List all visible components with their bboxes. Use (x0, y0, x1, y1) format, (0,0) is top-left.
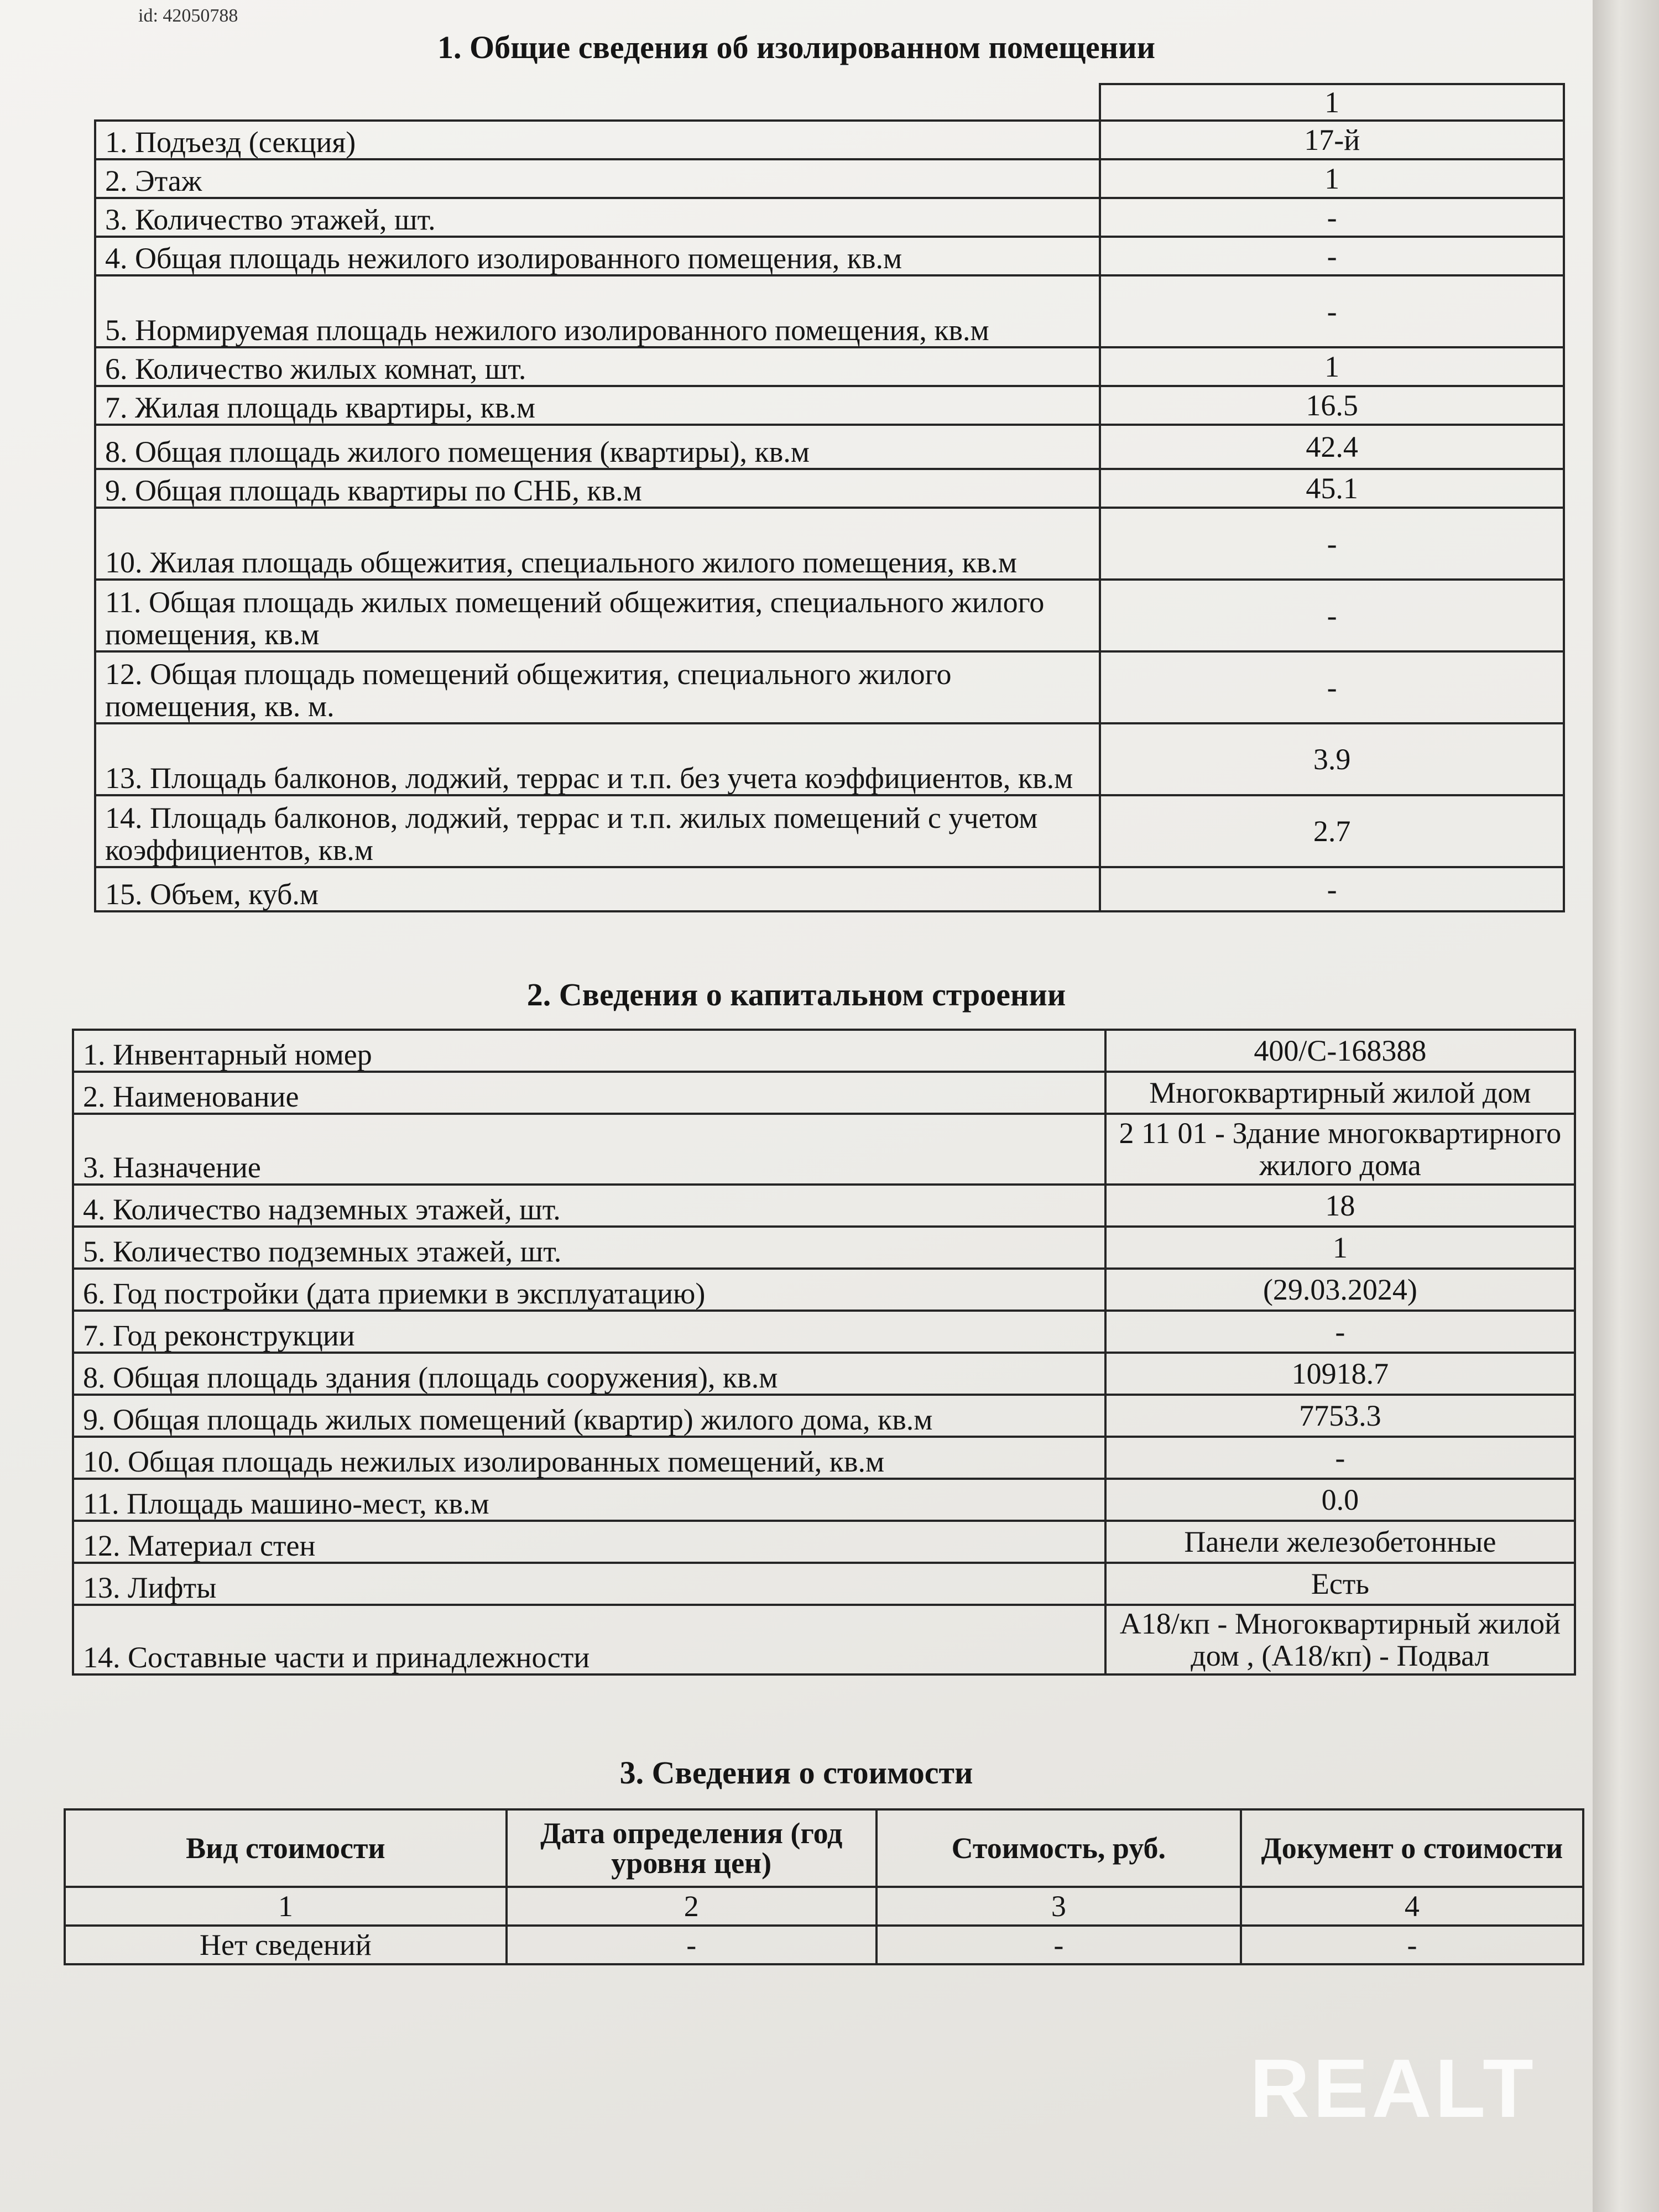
row-label: 2. Этаж (95, 159, 1100, 198)
column-number: 1 (1100, 84, 1564, 121)
column-number: 3 (877, 1887, 1241, 1926)
cost-value-header: Стоимость, руб. (877, 1809, 1241, 1887)
column-number: 1 (65, 1887, 507, 1926)
row-label: 8. Общая площадь здания (площадь сооружения), кв.м (73, 1353, 1105, 1395)
table-row (73, 1072, 1575, 1114)
table-row (95, 469, 1564, 508)
cost-number-row (65, 1887, 1583, 1926)
table-row (95, 795, 1564, 867)
row-value: - (1105, 1311, 1575, 1353)
table-row (73, 1563, 1575, 1605)
row-value: - (1100, 867, 1564, 911)
row-label: 10. Общая площадь нежилых изолированных помещений, кв.м (73, 1437, 1105, 1479)
row-value: 2.7 (1100, 795, 1564, 867)
row-label: 15. Объем, куб.м (95, 867, 1100, 911)
capital-building-table (72, 1029, 1576, 1676)
table-row (95, 121, 1564, 159)
valuation-date-cell: - (507, 1926, 877, 1964)
row-value: А18/кп - Многоквартирный жилой дом , (А18/кп) - Подвал (1105, 1605, 1575, 1674)
cost-type-cell: Нет сведений (65, 1926, 507, 1964)
row-value: 400/С-168388 (1105, 1030, 1575, 1072)
row-value: 1 (1100, 159, 1564, 198)
row-label: 7. Жилая площадь квартиры, кв.м (95, 386, 1100, 425)
row-label: 7. Год реконструкции (73, 1311, 1105, 1353)
table-row (73, 1227, 1575, 1269)
row-label: 11. Общая площадь жилых помещений общежития, специального жилого помещения, кв.м (95, 580, 1100, 651)
row-label: 6. Количество жилых комнат, шт. (95, 347, 1100, 386)
row-label: 5. Количество подземных этажей, шт. (73, 1227, 1105, 1269)
row-label: 11. Площадь машино-мест, кв.м (73, 1479, 1105, 1521)
cost-data-row (65, 1926, 1583, 1964)
cost-value-cell: - (877, 1926, 1241, 1964)
row-value: - (1100, 580, 1564, 651)
valuation-date-header: Дата определения (год уровня цен) (507, 1809, 877, 1887)
table-row (95, 198, 1564, 237)
table-row (73, 1311, 1575, 1353)
row-value: 1 (1105, 1227, 1575, 1269)
row-value: - (1100, 275, 1564, 347)
row-label: 12. Материал стен (73, 1521, 1105, 1563)
table-row (95, 347, 1564, 386)
row-value: 16.5 (1100, 386, 1564, 425)
row-value: 17-й (1100, 121, 1564, 159)
row-label: 6. Год постройки (дата приемки в эксплуатацию) (73, 1269, 1105, 1311)
row-value: Панели железобетонные (1105, 1521, 1575, 1563)
table-row (73, 1605, 1575, 1674)
row-value: 2 11 01 - Здание многоквартирного жилого дома (1105, 1114, 1575, 1185)
row-value: - (1100, 198, 1564, 237)
row-label: 13. Площадь балконов, лоджий, террас и т.п. без учета коэффициентов, кв.м (95, 723, 1100, 795)
document-id: id: 42050788 (138, 6, 238, 26)
empty-header-cell (95, 84, 1100, 121)
row-value: 42.4 (1100, 425, 1564, 469)
table-row (73, 1030, 1575, 1072)
table-row (95, 723, 1564, 795)
row-value: Есть (1105, 1563, 1575, 1605)
row-value: (29.03.2024) (1105, 1269, 1575, 1311)
table-row (95, 580, 1564, 651)
table-row (73, 1395, 1575, 1437)
table-row (95, 386, 1564, 425)
row-label: 4. Общая площадь нежилого изолированного помещения, кв.м (95, 237, 1100, 275)
row-label: 13. Лифты (73, 1563, 1105, 1605)
table-row (73, 1437, 1575, 1479)
row-label: 14. Площадь балконов, лоджий, террас и т.п. жилых помещений с учетом коэффициентов, кв.м (95, 795, 1100, 867)
table-row (73, 1269, 1575, 1311)
row-label: 9. Общая площадь жилых помещений (квартир) жилого дома, кв.м (73, 1395, 1105, 1437)
row-label: 8. Общая площадь жилого помещения (квартиры), кв.м (95, 425, 1100, 469)
cost-type-header: Вид стоимости (65, 1809, 507, 1887)
row-label: 10. Жилая площадь общежития, специального жилого помещения, кв.м (95, 508, 1100, 580)
table-row (73, 1114, 1575, 1185)
row-value: 7753.3 (1105, 1395, 1575, 1437)
row-value: 3.9 (1100, 723, 1564, 795)
table-row (95, 159, 1564, 198)
column-number: 4 (1241, 1887, 1583, 1926)
row-label: 3. Количество этажей, шт. (95, 198, 1100, 237)
cost-header-row (65, 1809, 1583, 1887)
row-label: 14. Составные части и принадлежности (73, 1605, 1105, 1674)
row-value: - (1100, 237, 1564, 275)
row-label: 1. Подъезд (секция) (95, 121, 1100, 159)
section2-title: 2. Сведения о капитальном строении (526, 977, 1066, 1013)
row-value: - (1105, 1437, 1575, 1479)
row-value: 0.0 (1105, 1479, 1575, 1521)
row-value: - (1100, 508, 1564, 580)
row-label: 1. Инвентарный номер (73, 1030, 1105, 1072)
row-value: 10918.7 (1105, 1353, 1575, 1395)
table-row (73, 1521, 1575, 1563)
table-header-row (95, 84, 1564, 121)
table-row (95, 425, 1564, 469)
realt-watermark: REALT (1250, 2042, 1537, 2135)
section1-title: 1. Общие сведения об изолированном помещении (437, 29, 1156, 65)
table-row (95, 651, 1564, 723)
column-number: 2 (507, 1887, 877, 1926)
cost-document-header: Документ о стоимости (1241, 1809, 1583, 1887)
row-value: Многоквартирный жилой дом (1105, 1072, 1575, 1114)
row-label: 3. Назначение (73, 1114, 1105, 1185)
table-row (95, 508, 1564, 580)
table-row (73, 1353, 1575, 1395)
table-row (95, 237, 1564, 275)
page-edge (1593, 0, 1659, 2212)
row-label: 9. Общая площадь квартиры по СНБ, кв.м (95, 469, 1100, 508)
table-row (95, 867, 1564, 911)
row-label: 12. Общая площадь помещений общежития, специального жилого помещения, кв. м. (95, 651, 1100, 723)
cost-table (64, 1808, 1584, 1965)
row-value: 45.1 (1100, 469, 1564, 508)
table-row (73, 1479, 1575, 1521)
row-value: 18 (1105, 1185, 1575, 1227)
row-label: 5. Нормируемая площадь нежилого изолированного помещения, кв.м (95, 275, 1100, 347)
row-label: 4. Количество надземных этажей, шт. (73, 1185, 1105, 1227)
cost-document-cell: - (1241, 1926, 1583, 1964)
section3-title: 3. Сведения о стоимости (619, 1755, 973, 1791)
row-value: 1 (1100, 347, 1564, 386)
table-row (73, 1185, 1575, 1227)
row-value: - (1100, 651, 1564, 723)
isolated-premises-table (94, 83, 1565, 912)
row-label: 2. Наименование (73, 1072, 1105, 1114)
table-row (95, 275, 1564, 347)
